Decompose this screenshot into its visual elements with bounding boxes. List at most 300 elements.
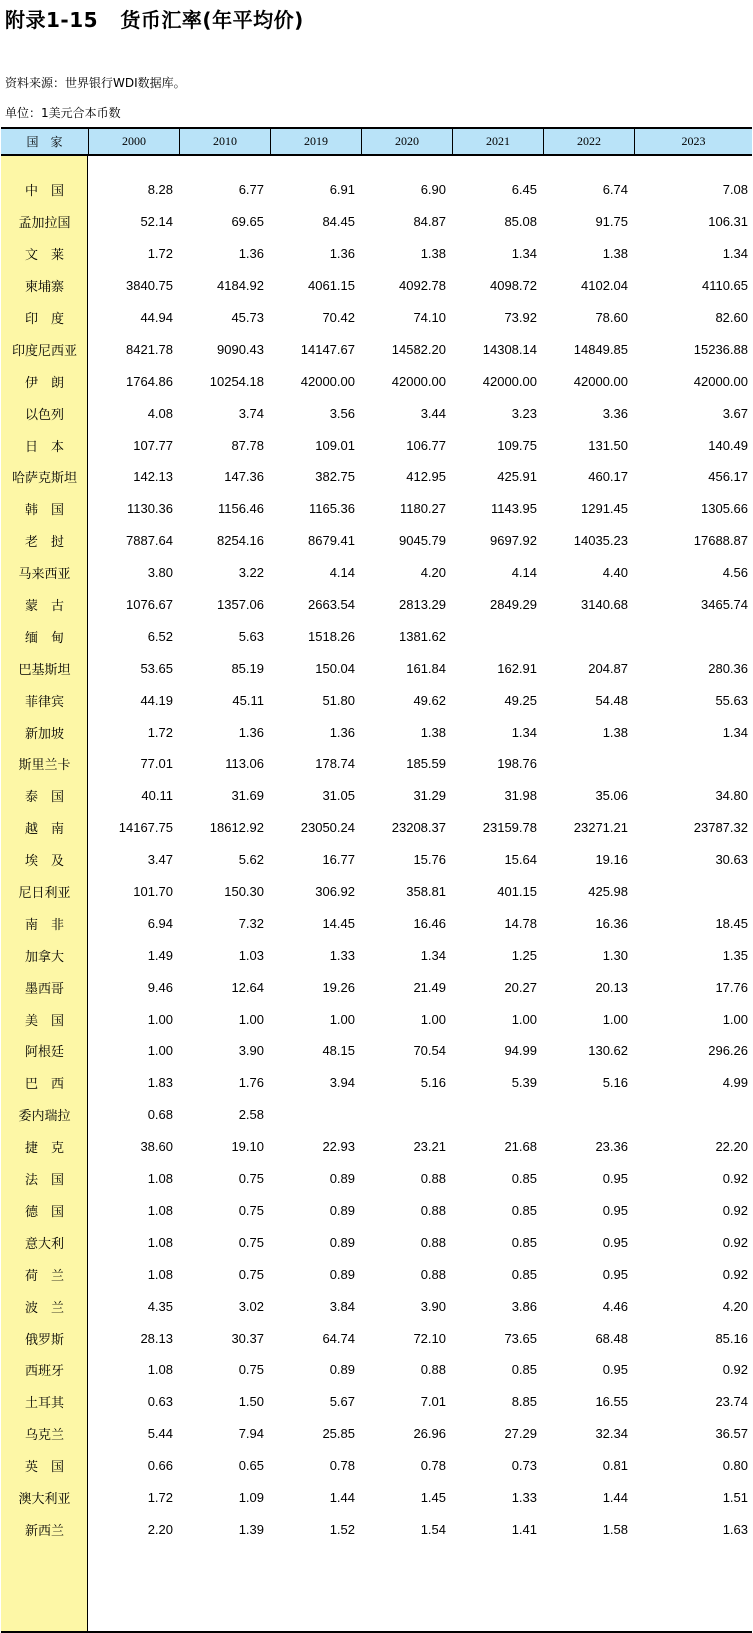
rate-cell: 23787.32 [693,820,748,836]
rate-cell: 3.47 [147,852,173,868]
rate-cell: 1076.67 [126,597,173,613]
rate-cell: 3465.74 [701,597,748,613]
table-body [1,174,752,1545]
rate-cell: 85.19 [231,660,264,676]
rate-cell: 14147.67 [300,341,355,357]
rate-cell: 2.58 [238,1107,264,1123]
rate-cell: 1130.36 [126,501,173,517]
rate-cell: 14.78 [504,915,537,931]
rate-cell: 4.56 [722,565,748,581]
rate-cell: 4.14 [329,565,355,581]
rate-cell: 1.00 [329,1011,355,1027]
rate-cell: 28.13 [140,1330,173,1346]
rate-cell: 0.75 [238,1234,264,1250]
rate-cell: 23.36 [595,1139,628,1155]
rate-cell: 2.20 [147,1521,173,1537]
rate-cell: 1.76 [238,1075,264,1091]
rate-cell: 7887.64 [126,533,173,549]
rate-cell: 27.29 [504,1426,537,1442]
rate-cell: 8679.41 [308,533,355,549]
rate-cell: 70.54 [413,1043,446,1059]
rate-cell: 0.89 [329,1234,355,1250]
country-name: 巴 西 [24,1077,64,1093]
rate-cell: 82.60 [715,310,748,325]
rate-cell: 5.16 [420,1075,446,1091]
table-row [1,557,752,589]
country-name: 印度尼西亚 [11,343,77,359]
rate-cell: 0.95 [602,1234,628,1250]
rate-cell: 1.09 [238,1489,264,1505]
rate-cell: 45.11 [232,692,264,708]
rate-cell: 51.80 [322,692,355,708]
rate-cell: 425.91 [497,469,537,485]
rate-cell: 22.20 [715,1139,748,1155]
rate-cell: 42000.00 [300,373,355,389]
rate-cell: 1156.46 [217,501,264,517]
country-name: 孟加拉国 [18,216,71,232]
rate-cell: 1.08 [147,1362,173,1378]
rate-cell: 0.88 [420,1171,446,1187]
rate-cell: 23.74 [715,1394,748,1410]
rate-cell: 49.25 [504,692,537,708]
country-name: 波 兰 [24,1300,64,1316]
rate-cell: 20.27 [504,979,537,995]
rate-cell: 131.50 [588,437,628,453]
rate-cell: 1.34 [722,724,748,740]
table-row [1,1354,752,1386]
country-name: 文 莱 [24,248,64,264]
table-row [1,780,752,812]
rate-cell: 1.03 [238,947,264,963]
rate-cell: 1764.86 [126,373,173,389]
table-row [1,270,752,302]
rate-cell: 7.94 [238,1426,264,1442]
rate-cell: 280.36 [708,660,748,676]
rate-cell: 74.10 [413,310,446,325]
rate-cell: 23271.21 [573,820,628,836]
rate-cell: 38.60 [140,1139,173,1155]
rate-cell: 3.56 [329,405,355,421]
country-name: 墨西哥 [24,981,64,997]
rate-cell: 17.76 [715,979,748,995]
rate-cell: 21.49 [413,979,446,995]
rate-cell: 1.39 [238,1521,264,1537]
rate-cell: 9090.43 [217,341,264,357]
rate-cell: 72.10 [413,1330,446,1346]
rate-cell: 0.85 [511,1202,537,1218]
rate-cell: 382.75 [315,469,355,485]
header-year: 2020 [361,129,452,154]
rate-cell: 107.77 [133,437,173,453]
country-name: 澳大利亚 [18,1491,71,1507]
rate-cell: 0.88 [420,1362,446,1378]
rate-cell: 4.46 [602,1298,628,1314]
country-name: 捷 克 [24,1141,64,1157]
rate-cell: 91.75 [595,214,628,230]
rate-cell: 3.44 [420,405,446,421]
rate-cell: 52.14 [140,214,173,230]
rate-cell: 306.92 [315,884,355,900]
rate-cell: 3.90 [420,1298,446,1314]
rate-cell: 22.93 [322,1139,355,1155]
rate-cell: 6.74 [602,182,628,198]
country-name: 缅 甸 [24,630,64,646]
rate-cell: 1.00 [722,1011,748,1027]
table-row [1,716,752,748]
rate-cell: 23.21 [413,1139,446,1155]
rate-cell: 1381.62 [399,628,446,644]
rate-cell: 296.26 [708,1043,748,1059]
rate-cell: 9.46 [147,979,173,995]
rate-cell: 34.80 [715,788,748,804]
country-name: 泰 国 [24,790,64,806]
table-row [1,620,752,652]
rate-cell: 15.64 [504,852,537,868]
rate-cell: 78.60 [595,310,628,325]
rate-cell: 42000.00 [482,373,537,389]
country-name: 蒙 古 [24,599,64,615]
rate-cell: 1143.95 [490,501,537,517]
rate-cell: 6.94 [147,915,173,931]
rate-cell: 8.28 [147,182,173,198]
rate-cell: 101.70 [133,884,173,900]
table-row [1,589,752,621]
table-row [1,1513,752,1545]
rate-cell: 53.65 [140,660,173,676]
rate-cell: 3.86 [511,1298,537,1314]
rate-cell: 87.78 [231,437,264,453]
rate-cell: 3.90 [238,1043,264,1059]
rate-cell: 1357.06 [217,597,264,613]
rate-cell: 1.25 [511,947,537,963]
rate-cell: 16.36 [595,915,628,931]
table-row [1,1131,752,1163]
rate-cell: 7.08 [722,182,748,198]
rate-cell: 0.80 [722,1458,748,1474]
rate-cell: 1.00 [602,1011,628,1027]
rate-cell: 1.83 [147,1075,173,1091]
rate-cell: 1.38 [420,724,446,740]
rate-cell: 3140.68 [581,597,628,613]
rate-cell: 0.73 [511,1458,537,1474]
rate-cell: 5.39 [511,1075,537,1091]
rate-cell: 0.85 [511,1266,537,1282]
rate-cell: 14167.75 [118,820,173,836]
rate-cell: 0.89 [329,1171,355,1187]
unit-note: 单位：1美元合本币数 [5,106,121,120]
rate-cell: 14.45 [322,915,355,931]
rate-cell: 1.33 [329,947,355,963]
rate-cell: 425.98 [588,884,628,900]
table-row [1,1035,752,1067]
rate-cell: 6.90 [420,182,446,198]
rate-cell: 45.73 [231,310,264,325]
rate-cell: 150.30 [224,884,264,900]
rate-cell: 1.72 [147,724,173,740]
rate-cell: 1.51 [722,1489,748,1505]
rate-cell: 5.16 [602,1075,628,1091]
rate-cell: 85.16 [715,1330,748,1346]
rate-cell: 14308.14 [482,341,537,357]
header-year: 2021 [452,129,543,154]
rate-cell: 0.63 [147,1394,173,1410]
rate-cell: 84.45 [322,214,355,230]
table-row [1,333,752,365]
rate-cell: 4092.78 [399,278,446,294]
rate-cell: 1.08 [147,1234,173,1250]
rate-cell: 1.50 [238,1394,264,1410]
rate-cell: 1.00 [147,1043,173,1059]
rate-cell: 0.75 [238,1171,264,1187]
rate-cell: 3.22 [238,565,264,581]
rate-cell: 44.94 [140,310,173,325]
country-name: 哈萨克斯坦 [11,471,77,487]
table-row [1,1195,752,1227]
rate-cell: 0.85 [511,1362,537,1378]
country-name: 土耳其 [24,1396,64,1412]
rate-cell: 1.72 [147,246,173,262]
rate-cell: 109.01 [315,437,355,453]
table-row [1,1067,752,1099]
rate-cell: 2849.29 [490,597,537,613]
rate-cell: 106.77 [406,437,446,453]
table-row [1,1418,752,1450]
rate-cell: 16.46 [413,915,446,931]
rate-cell: 9045.79 [399,533,446,549]
rate-cell: 77.01 [140,756,173,772]
rate-cell: 0.88 [420,1266,446,1282]
rate-cell: 0.66 [147,1458,173,1474]
rate-cell: 178.74 [315,756,355,772]
table-row [1,174,752,206]
country-name: 委内瑞拉 [18,1109,71,1125]
rate-cell: 3.94 [329,1075,355,1091]
rate-cell: 0.89 [329,1266,355,1282]
country-name: 新西兰 [24,1523,64,1539]
rate-cell: 5.62 [238,852,264,868]
header-year: 2019 [270,129,361,154]
page-title: 附录1-15 货币汇率(年平均价) [5,8,304,32]
rate-cell: 94.99 [504,1043,537,1059]
header-country: 国 家 [26,135,63,149]
rate-cell: 8.85 [511,1394,537,1410]
rate-cell: 54.48 [595,692,628,708]
table-row [1,844,752,876]
source-note: 资料来源：世界银行WDI数据库。 [5,76,186,90]
rate-cell: 3.74 [238,405,264,421]
rate-cell: 48.15 [322,1043,355,1059]
rate-cell: 1.33 [511,1489,537,1505]
rate-cell: 1.38 [602,246,628,262]
rate-cell: 20.13 [595,979,628,995]
country-name: 阿根廷 [24,1045,64,1061]
rate-cell: 1.34 [420,947,446,963]
rate-cell: 4110.65 [701,278,748,294]
rate-cell: 1.08 [147,1171,173,1187]
rate-cell: 4.20 [420,565,446,581]
table-row [1,365,752,397]
country-name: 尼日利亚 [18,886,71,902]
country-name: 意大利 [24,1236,64,1252]
rate-cell: 1291.45 [581,501,628,517]
rate-cell: 0.78 [420,1458,446,1474]
rate-cell: 3.67 [722,405,748,421]
rate-cell: 0.75 [238,1202,264,1218]
rate-cell: 1.54 [420,1521,446,1537]
rate-cell: 1.38 [420,246,446,262]
rate-cell: 4.40 [602,565,628,581]
country-name: 韩 国 [24,503,64,519]
rate-cell: 4.08 [147,405,173,421]
rate-cell: 412.95 [406,469,446,485]
country-name: 南 非 [24,917,64,933]
rate-cell: 0.89 [329,1202,355,1218]
rate-cell: 6.77 [238,182,264,198]
rate-cell: 106.31 [708,214,748,230]
rate-cell: 6.91 [329,182,355,198]
table-row [1,748,752,780]
rate-cell: 4098.72 [490,278,537,294]
rate-cell: 31.69 [231,788,264,804]
rate-cell: 1518.26 [308,628,355,644]
table-row [1,652,752,684]
rate-cell: 401.15 [497,884,537,900]
country-name: 加拿大 [24,949,64,965]
rate-cell: 0.75 [238,1266,264,1282]
rate-cell: 85.08 [504,214,537,230]
rate-cell: 358.81 [406,884,446,900]
rate-cell: 4061.15 [308,278,355,294]
rate-cell: 30.63 [715,852,748,868]
table-row [1,907,752,939]
country-name: 新加坡 [24,726,64,742]
rate-cell: 1.72 [147,1489,173,1505]
rate-cell: 31.98 [504,788,537,804]
country-name: 越 南 [24,822,64,838]
rate-cell: 1.63 [722,1521,748,1537]
country-name: 印 度 [24,312,64,327]
rate-cell: 0.65 [238,1458,264,1474]
rate-cell: 10254.18 [209,373,264,389]
rate-cell: 23208.37 [391,820,446,836]
rate-cell: 1.41 [511,1521,537,1537]
rate-cell: 42000.00 [693,373,748,389]
rate-cell: 0.89 [329,1362,355,1378]
rate-cell: 3840.75 [126,278,173,294]
rate-cell: 0.88 [420,1202,446,1218]
table-row [1,1163,752,1195]
rate-cell: 0.68 [147,1107,173,1123]
header-year: 2023 [634,129,752,154]
rate-cell: 0.92 [722,1202,748,1218]
country-name: 中 国 [24,184,64,200]
table-row [1,525,752,557]
rate-cell: 1.35 [722,947,748,963]
rate-cell: 5.63 [238,628,264,644]
rate-cell: 30.37 [231,1330,264,1346]
table-row [1,1290,752,1322]
rate-cell: 23159.78 [482,820,537,836]
header-year: 2022 [543,129,634,154]
rate-cell: 150.04 [315,660,355,676]
rate-cell: 1.44 [602,1489,628,1505]
rate-cell: 1.30 [602,947,628,963]
rate-cell: 1.00 [420,1011,446,1027]
table-row [1,1226,752,1258]
rate-cell: 1.52 [329,1521,355,1537]
table-row [1,1386,752,1418]
rate-cell: 7.32 [238,915,264,931]
rate-cell: 1.36 [238,724,264,740]
rate-cell: 8421.78 [126,341,173,357]
table-row [1,1322,752,1354]
rate-cell: 16.77 [322,852,355,868]
country-name: 荷 兰 [24,1268,64,1284]
rate-cell: 17688.87 [693,533,748,549]
rate-cell: 23050.24 [300,820,355,836]
rate-cell: 1.49 [147,947,173,963]
rate-cell: 3.36 [602,405,628,421]
rate-cell: 1.36 [238,246,264,262]
rate-cell: 6.45 [511,182,537,198]
table-row [1,493,752,525]
rate-cell: 3.80 [147,565,173,581]
table-row [1,461,752,493]
table-row [1,1450,752,1482]
rate-cell: 73.92 [504,310,537,325]
country-name: 斯里兰卡 [18,758,71,774]
country-name: 日 本 [24,439,64,455]
rate-cell: 16.55 [595,1394,628,1410]
rate-cell: 185.59 [406,756,446,772]
rate-cell: 0.85 [511,1171,537,1187]
country-name: 乌克兰 [24,1428,64,1444]
rate-cell: 4102.04 [581,278,628,294]
rate-cell: 1.00 [238,1011,264,1027]
rate-cell: 6.52 [147,628,173,644]
rate-cell: 12.64 [231,979,264,995]
table-row [1,1099,752,1131]
rate-cell: 456.17 [708,469,748,485]
rate-cell: 68.48 [595,1330,628,1346]
rate-cell: 0.95 [602,1362,628,1378]
rate-cell: 14582.20 [391,341,446,357]
rate-cell: 130.62 [588,1043,628,1059]
rate-cell: 113.06 [225,756,264,772]
header-year: 2000 [88,129,179,154]
country-name: 以色列 [24,407,64,423]
rate-cell: 4184.92 [217,278,264,294]
table-row [1,302,752,334]
rate-cell: 21.68 [504,1139,537,1155]
rate-cell: 84.87 [413,214,446,230]
rate-cell: 198.76 [497,756,537,772]
rate-cell: 109.75 [497,437,537,453]
table-row [1,971,752,1003]
rate-cell: 204.87 [588,660,628,676]
rate-cell: 31.29 [413,788,446,804]
rate-cell: 69.65 [231,214,264,230]
country-name: 埃 及 [24,854,64,870]
rate-cell: 142.13 [133,469,173,485]
rate-cell: 8254.16 [217,533,264,549]
rate-cell: 4.20 [722,1298,748,1314]
country-name: 德 国 [24,1204,64,1220]
country-name: 柬埔寨 [24,280,64,296]
rate-cell: 55.63 [715,692,748,708]
rate-cell: 42000.00 [391,373,446,389]
rate-cell: 0.92 [722,1234,748,1250]
